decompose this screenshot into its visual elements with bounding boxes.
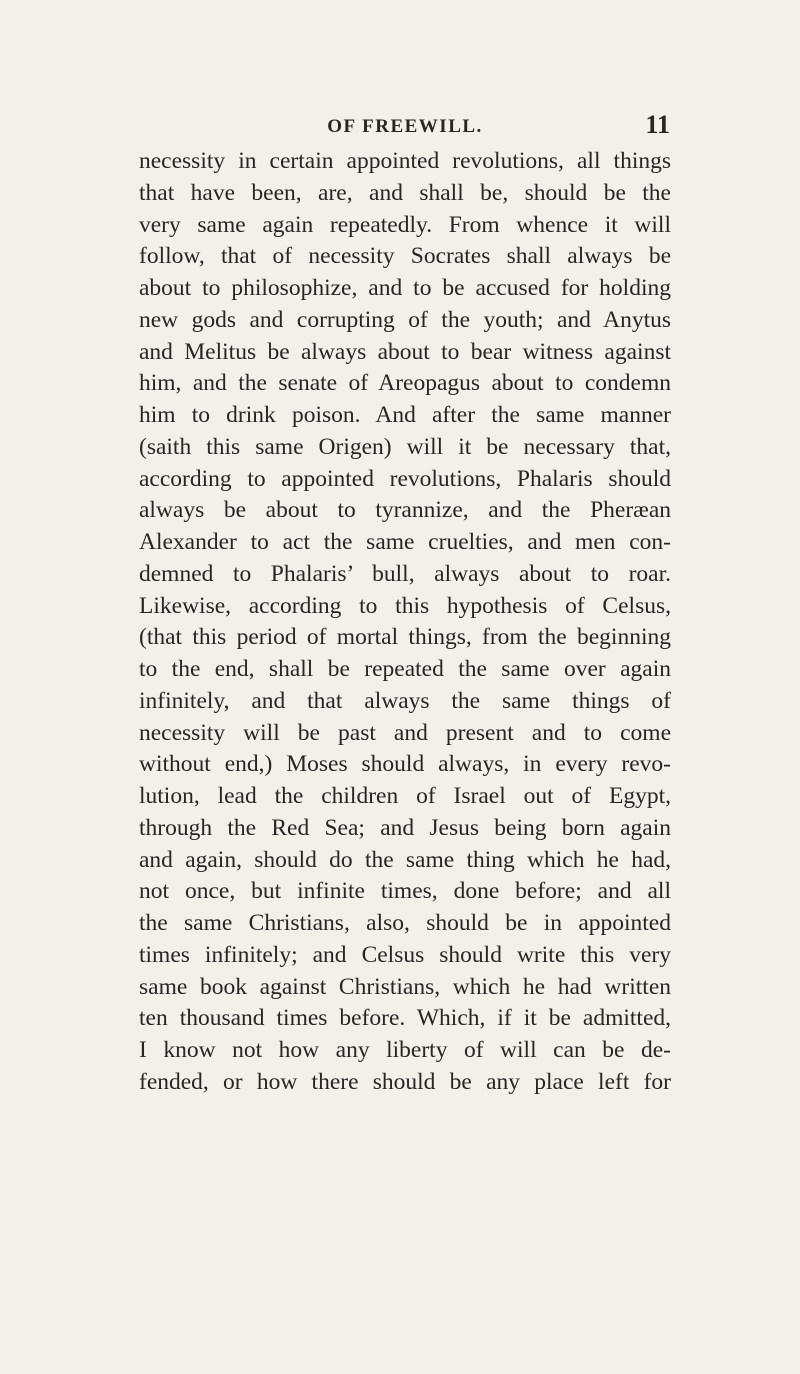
text-line: and Melitus be always about to bear witness against bbox=[139, 338, 671, 365]
text-line: demned to Phalaris’ bull, always about to roar. bbox=[139, 560, 671, 587]
text-line: infinitely, and that always the same things of bbox=[139, 687, 671, 714]
text-line: I know not how any liberty of will can be de- bbox=[139, 1037, 671, 1063]
text-line: Alexander to act the same cruelties, and men con- bbox=[139, 529, 671, 555]
body-text bbox=[139, 146, 671, 1099]
text-line: that have been, are, and shall be, should be the bbox=[139, 179, 671, 206]
running-head bbox=[140, 110, 670, 150]
text-line: him, and the senate of Areopagus about to condemn bbox=[139, 370, 671, 397]
text-line: and again, should do the same thing which he had, bbox=[139, 846, 671, 873]
running-title: OF FREEWILL. bbox=[327, 116, 483, 137]
text-line: (saith this same Origen) will it be necessary that, bbox=[139, 433, 671, 460]
text-line: Likewise, according to this hypothesis of Celsus, bbox=[139, 592, 671, 619]
text-line: according to appointed revolutions, Phalaris should bbox=[139, 465, 671, 492]
text-line: the same Christians, also, should be in appointed bbox=[139, 910, 671, 936]
text-line: follow, that of necessity Socrates shall always be bbox=[139, 243, 671, 270]
text-line: through the Red Sea; and Jesus being born again bbox=[139, 814, 671, 841]
text-line: not once, but infinite times, done before; and all bbox=[139, 878, 671, 905]
text-line: (that this period of mortal things, from the beginning bbox=[139, 624, 671, 651]
text-line: him to drink poison. And after the same manner bbox=[139, 402, 671, 428]
text-line: always be about to tyrannize, and the Pheræan bbox=[139, 497, 671, 524]
text-line: same book against Christians, which he had written bbox=[139, 973, 671, 1000]
text-line: necessity will be past and present and to come bbox=[139, 719, 671, 746]
text-line: lution, lead the children of Israel out of Egypt, bbox=[139, 783, 671, 809]
text-line: ten thousand times before. Which, if it be admitted, bbox=[139, 1005, 671, 1032]
text-line: without end,) Moses should always, in every revo- bbox=[139, 751, 671, 778]
text-line: new gods and corrupting of the youth; and Anytus bbox=[139, 306, 671, 333]
text-line: fended, or how there should be any place left for bbox=[139, 1068, 671, 1095]
page-number: 11 bbox=[645, 110, 670, 139]
text-line: to the end, shall be repeated the same over again bbox=[139, 656, 671, 682]
text-line: necessity in certain appointed revolutions, all things bbox=[139, 148, 671, 174]
text-line: times infinitely; and Celsus should write this very bbox=[139, 941, 671, 968]
text-line: very same again repeatedly. From whence it will bbox=[139, 211, 671, 238]
text-line: about to philosophize, and to be accused for holding bbox=[139, 275, 671, 301]
